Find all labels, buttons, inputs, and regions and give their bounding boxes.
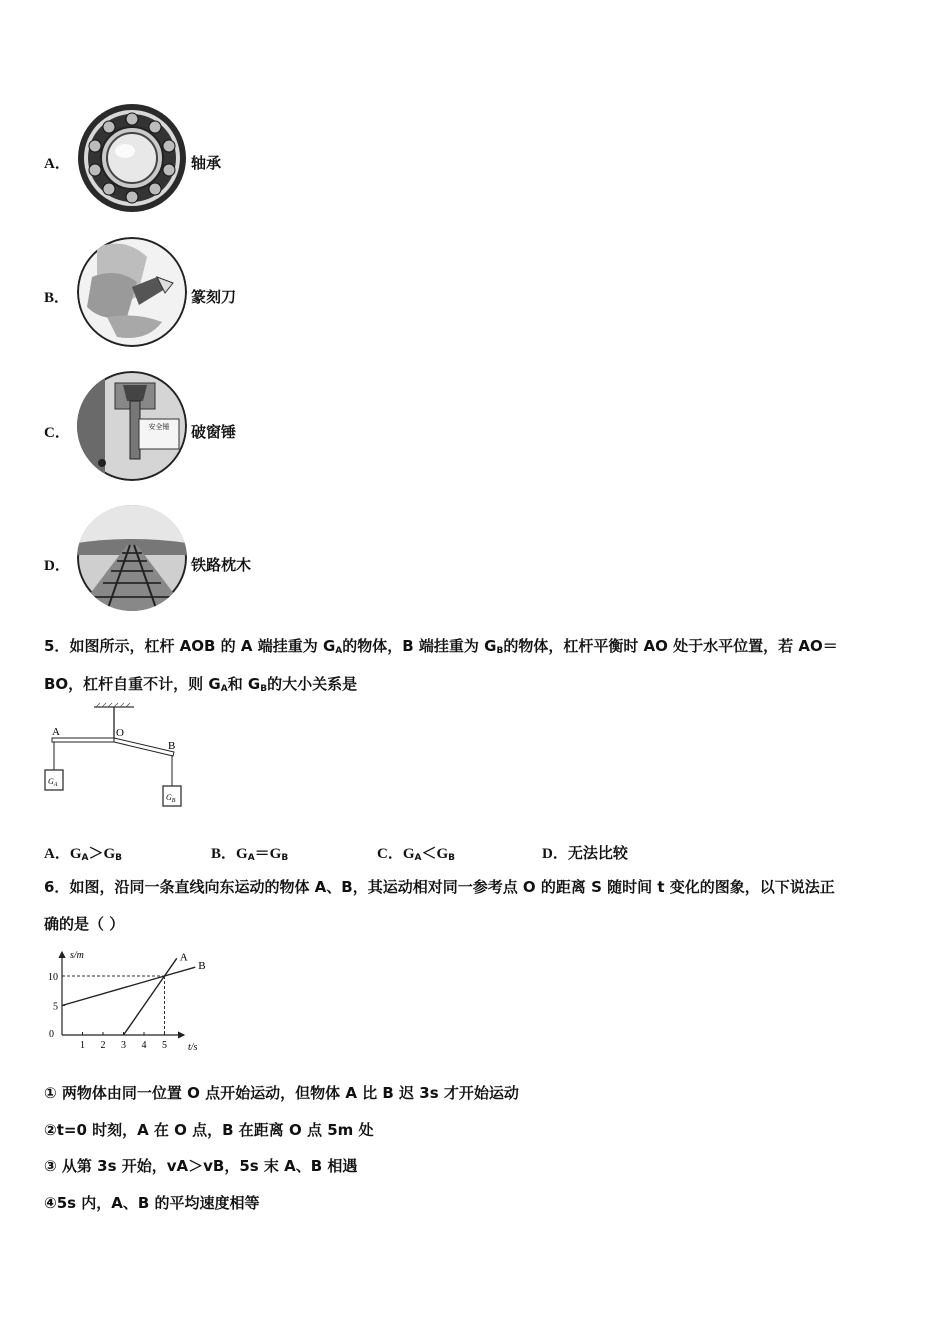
statement-3: ③ 从第 3s 开始，vA＞vB，5s 末 A、B 相遇 [44, 1157, 358, 1175]
y-axis-label: s/m [70, 950, 84, 961]
option-label: 篆刻刀 [191, 288, 237, 306]
carving-knife-image [77, 237, 187, 347]
option-label: 破窗锤 [191, 423, 237, 441]
option-letter: D． [44, 558, 70, 574]
option-letter: C． [44, 425, 70, 441]
option-label: 铁路枕木 [191, 556, 252, 574]
x-axis-label: t/s [188, 1042, 198, 1053]
x-tick-label: 2 [100, 1040, 106, 1051]
series-line-a [124, 958, 177, 1035]
weight-a-label: $G_A$ [48, 777, 58, 788]
option-letter: A． [44, 156, 70, 172]
statement-4: ④5s 内，A、B 的平均速度相等 [44, 1194, 260, 1212]
q5-option-d: D．无法比较 [542, 844, 628, 862]
y-tick-label: 10 [48, 972, 58, 983]
bearing-image [77, 101, 187, 215]
label-b: B [168, 740, 176, 752]
question-number: 6． [44, 878, 70, 896]
series-line-b [62, 967, 195, 1005]
statement-2: ②t=0 时刻，A 在 O 点，B 在距离 O 点 5m 处 [44, 1121, 374, 1139]
label-a: A [52, 726, 60, 738]
railway-sleeper-image [77, 505, 187, 611]
series-label-a: A [179, 951, 188, 964]
statement-1: ① 两物体由同一位置 O 点开始运动，但物体 A 比 B 迟 3s 才开始运动 [44, 1084, 519, 1102]
st-graph [44, 946, 234, 1062]
question-number: 5． [44, 637, 70, 655]
q6-line1: 6．如图，沿同一条直线向东运动的物体 A、B，其运动相对同一参考点 O 的距离 S 随时间 t 变化的图象，以下说法正 [44, 878, 835, 896]
q6-line2: 确的是（ ） [44, 915, 125, 933]
weight-b-label: $G_B$ [166, 793, 176, 804]
label-o: O [116, 727, 124, 739]
y-tick-label: 0 [49, 1029, 54, 1040]
lever-arm-ao [52, 738, 114, 742]
x-tick-label: 1 [80, 1040, 85, 1051]
x-tick-label: 3 [121, 1040, 126, 1051]
q5-option-c: C．$G_A<G_B$ [377, 844, 456, 863]
y-tick-label: 5 [53, 1001, 58, 1013]
hammer-sign-text: 安全锤 [148, 423, 170, 431]
x-tick-label: 5 [162, 1040, 167, 1051]
q5-option-a: A．$G_A>G_B$ [44, 844, 123, 863]
q5-line2: BO，杠杆自重不计，则 $G_A$和 $G_B$的大小关系是 [44, 675, 358, 694]
q5-option-b: B．$G_A=G_B$ [211, 844, 289, 863]
option-label: 轴承 [191, 154, 222, 172]
option-letter: B． [44, 290, 70, 306]
q5-line1: 5．如图所示，杠杆 AOB 的 A 端挂重为 $G_A$的物体，B 端挂重为 $G_B$的物体，杠杆平衡时 AO 处于水平位置，若 AO＝ [44, 637, 838, 656]
series-label-b: B [198, 960, 206, 973]
lever-arm-ob [114, 738, 174, 756]
lever-diagram [44, 702, 184, 816]
safety-hammer-image [77, 371, 187, 481]
x-tick-label: 4 [141, 1040, 147, 1051]
